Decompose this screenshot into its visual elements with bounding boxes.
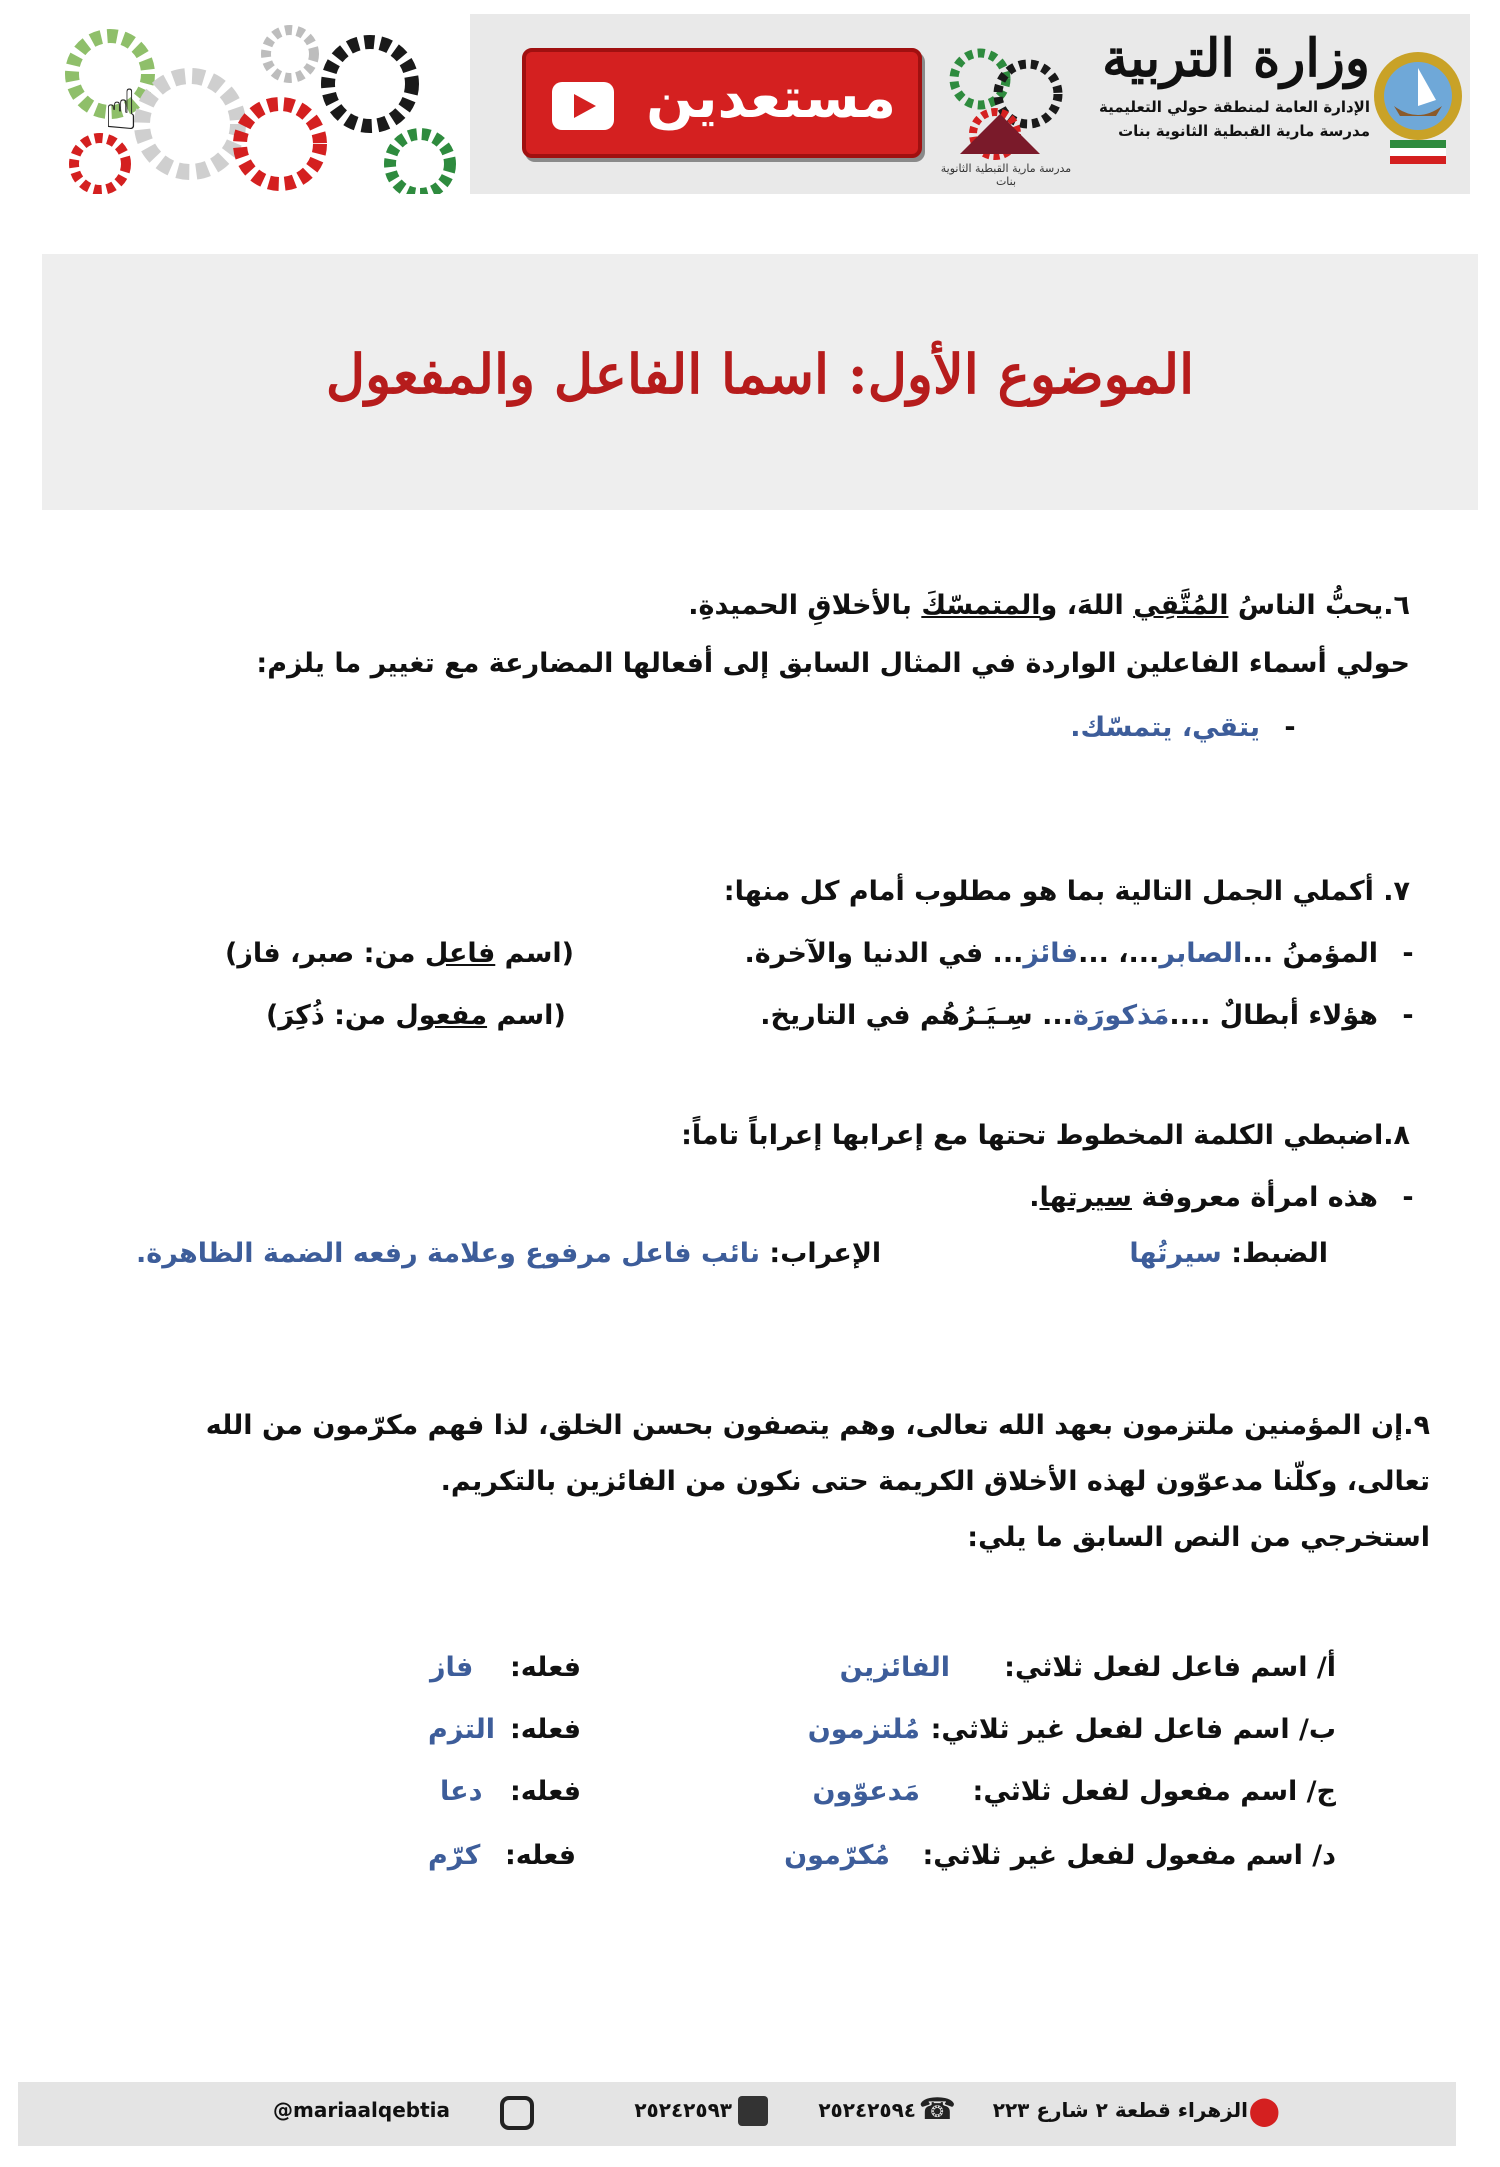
q9-item-a-verb: فاز <box>430 1652 474 1683</box>
q9-item-c-verb: دعا <box>440 1776 483 1807</box>
pointer-hand-icon: ☝ <box>104 78 139 143</box>
q7-s1-answer-2: فائز <box>1023 938 1079 969</box>
q6-underlined-word-2: المتمسّكَ <box>921 590 1041 621</box>
q9-item-a-label: أ/ اسم فاعل لفعل ثلاثي: <box>1004 1652 1336 1683</box>
location-pin-icon: ⬤ <box>1248 2094 1280 2127</box>
q9-item-d-verb: كرّم <box>428 1840 481 1871</box>
play-icon <box>552 82 614 130</box>
cta-label: مستعدين <box>646 66 896 131</box>
bullet-dash: - <box>1284 712 1296 743</box>
q7-hint-1-close: من: صبر، فاز) <box>225 938 425 969</box>
q8-dabt <box>1129 1238 1328 1269</box>
bullet-dash: - <box>1402 938 1414 969</box>
q9-item-c-answer: مَدعوّون <box>812 1776 920 1807</box>
q7-sentence-1 <box>744 938 1438 969</box>
q6-answer: يتقي، يتمسّك. <box>1070 712 1260 743</box>
footer-phone: ٢٥٢٤٢٥٩٤ <box>818 2098 916 2122</box>
school-logo-caption: مدرسة مارية القبطية الثانوية بنات <box>940 162 1072 188</box>
q8-number: ٨. <box>1383 1120 1410 1151</box>
q9-paragraph-line-1 <box>206 1410 1430 1441</box>
bullet-dash: - <box>1402 1000 1414 1031</box>
q6-sentence-mid: اللهَ، و <box>1040 590 1134 621</box>
q8-instruction <box>681 1120 1410 1151</box>
q8-irab-label: الإعراب: <box>760 1238 882 1269</box>
q9-item-c-label: ج/ اسم مفعول لفعل ثلاثي: <box>972 1776 1336 1807</box>
q7-s2-answer: مَذكورَة <box>1072 1000 1170 1031</box>
instagram-icon[interactable] <box>500 2096 534 2130</box>
q9-item-c-verb-label: فعله: <box>510 1776 582 1807</box>
q9-number: ٩. <box>1403 1410 1430 1441</box>
q9-item-a-verb-label: فعله: <box>510 1652 582 1683</box>
header-banner <box>40 14 1470 194</box>
fax-icon <box>738 2096 768 2126</box>
q8-sentence-start: هذه امرأة معروفة <box>1131 1182 1378 1213</box>
topic-title-box <box>42 254 1478 510</box>
phone-icon: ☎ <box>918 2092 956 2127</box>
q8-dabt-value: سيرتُها <box>1129 1238 1222 1269</box>
bullet-dash: - <box>1402 1182 1414 1213</box>
q9-item-d-label: د/ اسم مفعول لفعل غير ثلاثي: <box>922 1840 1336 1871</box>
q6-number: ٦. <box>1383 590 1410 621</box>
q6-sentence <box>688 590 1410 621</box>
q8-irab-value: نائب فاعل مرفوع وعلامة رفعه الضمة الظاهرة. <box>136 1238 760 1269</box>
footer-fax: ٢٥٢٤٢٥٩٣ <box>634 2098 732 2122</box>
q7-s1-mid: ...، ... <box>1078 938 1160 969</box>
q7-number: ٧. <box>1383 876 1410 907</box>
q7-hint-2-close: من: ذُكِرَ) <box>266 1000 396 1031</box>
q7-hint-1 <box>225 938 574 969</box>
kuwait-emblem-icon <box>1370 34 1466 174</box>
q8-underlined-word: سيرتها <box>1039 1182 1132 1213</box>
q7-hint-1-key: فاعل <box>424 938 496 969</box>
footer-address: الزهراء قطعة ٢ شارع ٢٢٣ <box>992 2098 1248 2122</box>
q9-item-b-answer: مُلتزمون <box>807 1714 920 1745</box>
q6-sentence-end: بالأخلاقِ الحميدةِ. <box>688 590 922 621</box>
q7-hint-2 <box>266 1000 566 1031</box>
q7-instruction-text: أكملي الجمل التالية بما هو مطلوب أمام كل منها: <box>723 876 1374 907</box>
q8-sentence-end: . <box>1029 1182 1040 1213</box>
q7-s1-start: المؤمنُ ... <box>1242 938 1378 969</box>
q6-answer-line <box>1070 712 1320 743</box>
q7-s1-end: ... في الدنيا والآخرة. <box>744 938 1024 969</box>
q6-instruction: حولي أسماء الفاعلين الواردة في المثال السابق إلى أفعالها المضارعة مع تغيير ما يلزم: <box>256 648 1410 679</box>
ready-cta-button[interactable] <box>522 48 922 158</box>
q7-hint-2-key: مفعول <box>395 1000 488 1031</box>
ministry-title: وزارة التربية <box>1102 28 1370 89</box>
q7-hint-1-open: (اسم <box>495 938 574 969</box>
q9-item-a-answer: الفائزين <box>839 1652 950 1683</box>
q9-item-d-answer: مُكرّمون <box>784 1840 890 1871</box>
q7-instruction <box>724 876 1410 907</box>
q8-sentence <box>1029 1182 1438 1213</box>
q7-s2-start: هؤلاء أبطالٌ .... <box>1169 1000 1378 1031</box>
ministry-district: الإدارة العامة لمنطقة حولي التعليمية <box>1098 98 1370 117</box>
q9-paragraph-line-2: تعالى، وكلّنا مدعوّون لهذه الأخلاق الكريمة حتى نكون من الفائزين بالتكريم. <box>440 1466 1430 1497</box>
q7-s1-answer-1: الصابر <box>1159 938 1243 969</box>
q8-dabt-label: الضبط: <box>1221 1238 1328 1269</box>
ministry-block <box>1080 28 1370 140</box>
q6-underlined-word-1: المُتَّقِي <box>1133 590 1229 621</box>
q6-sentence-start: يحبُّ الناسُ <box>1228 590 1384 621</box>
ministry-school: مدرسة مارية القبطية الثانوية بنات <box>1118 122 1370 141</box>
q9-item-d-verb-label: فعله: <box>505 1840 577 1871</box>
footer-instagram[interactable]: @mariaalqebtia <box>273 2098 451 2122</box>
q9-item-b-verb: التزم <box>428 1714 495 1745</box>
q7-s2-end: ... سِـيَـرُهُم في التاريخ. <box>760 1000 1073 1031</box>
q8-irab <box>136 1238 881 1269</box>
footer-bar <box>18 2082 1456 2146</box>
q7-hint-2-open: (اسم <box>487 1000 566 1031</box>
page-title: الموضوع الأول: اسما الفاعل والمفعول <box>325 342 1195 406</box>
q9-instruction: استخرجي من النص السابق ما يلي: <box>967 1522 1430 1553</box>
q8-instruction-text: اضبطي الكلمة المخطوط تحتها مع إعرابها إعراباً تاماً: <box>681 1120 1384 1151</box>
q9-item-b-verb-label: فعله: <box>510 1714 582 1745</box>
q9-item-b-label: ب/ اسم فاعل لفعل غير ثلاثي: <box>930 1714 1336 1745</box>
q7-sentence-2 <box>760 1000 1438 1031</box>
q9-para-1: إن المؤمنين ملتزمون بعهد الله تعالى، وهم يتصفون بحسن الخلق، لذا فهم مكرّمون من الله <box>205 1410 1404 1441</box>
